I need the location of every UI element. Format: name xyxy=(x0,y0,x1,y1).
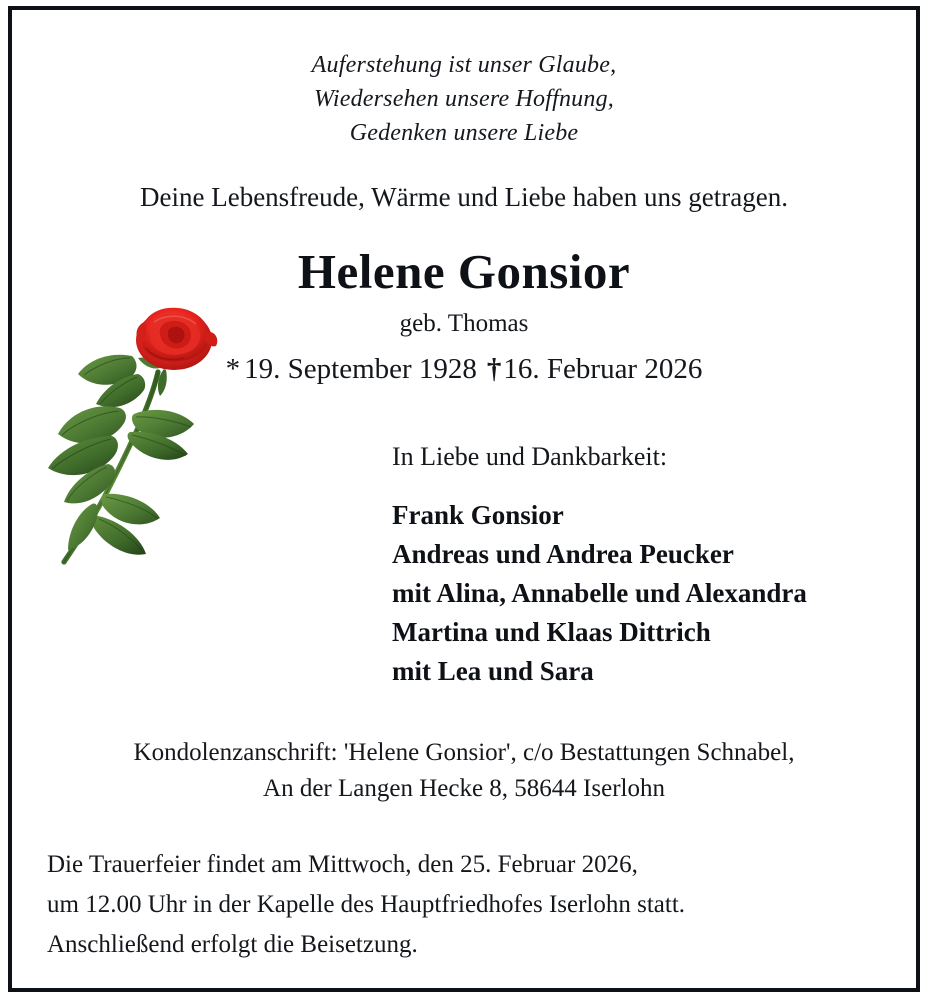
condolence-line-2: An der Langen Hecke 8, 58644 Iserlohn xyxy=(263,775,665,802)
condolence-line-1: Kondolenzanschrift: 'Helene Gonsior', c/o Bestattungen Schnabel, xyxy=(133,739,795,766)
survivor-line-1: Frank Gonsior xyxy=(392,500,564,530)
survivor-line-5: mit Lea und Sara xyxy=(392,656,594,686)
birth-star-icon: * xyxy=(225,353,241,385)
deceased-name: Helene Gonsior xyxy=(297,244,631,299)
survivor-line-4: Martina und Klaas Dittrich xyxy=(392,617,711,647)
service-line-2: um 12.00 Uhr in der Kapelle des Hauptfriedhofes Iserlohn statt. xyxy=(47,891,686,918)
survivor-line-3: mit Alina, Annabelle und Alexandra xyxy=(392,578,807,608)
service-line-3: Anschließend erfolgt die Beisetzung. xyxy=(47,931,418,958)
epigraph-verse xyxy=(34,48,894,150)
tribute-lead-line: Deine Lebensfreude, Wärme und Liebe haben uns getragen. xyxy=(140,182,788,212)
life-dates xyxy=(34,350,894,388)
epigraph-line-1: Auferstehung ist unser Glaube, xyxy=(311,52,617,78)
birth-date: 19. September 1928 xyxy=(244,353,477,385)
survivors-list xyxy=(370,496,894,691)
notice-border-frame xyxy=(8,6,920,992)
death-date: 16. Februar 2026 xyxy=(503,353,703,385)
service-line-1: Die Trauerfeier findet am Mittwoch, den 25. Februar 2026, xyxy=(47,851,638,878)
death-cross-icon: † xyxy=(486,353,502,385)
epigraph-line-2: Wiedersehen unsere Hoffnung, xyxy=(314,86,614,112)
dedication-block xyxy=(34,440,894,691)
service-details xyxy=(34,845,894,965)
survivor-line-2: Andreas und Andrea Peucker xyxy=(392,539,734,569)
deceased-name-block xyxy=(34,242,894,388)
dedication-heading: In Liebe und Dankbarkeit: xyxy=(392,442,668,471)
epigraph-line-3: Gedenken unsere Liebe xyxy=(349,120,579,146)
condolence-address xyxy=(34,735,894,807)
maiden-name: geb. Thomas xyxy=(399,310,529,337)
